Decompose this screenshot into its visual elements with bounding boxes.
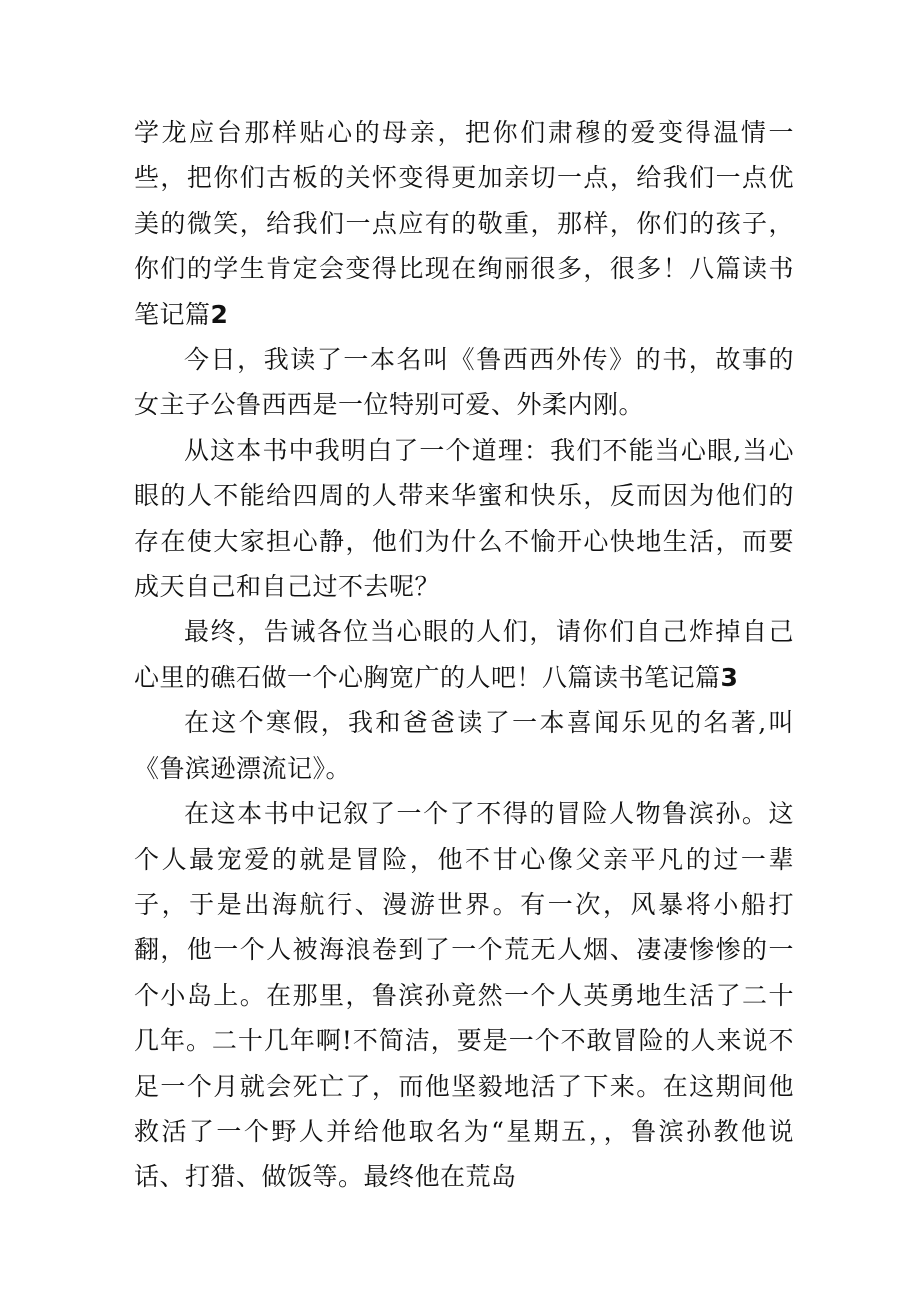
paragraph-text: 在这个寒假，我和爸爸读了一本喜闻乐见的名著,叫《鲁滨逊漂流记》。: [134, 708, 794, 783]
section-heading-text: 八篇读书笔记篇: [542, 662, 721, 692]
paragraph-5: [134, 700, 794, 791]
document-body: [134, 110, 794, 1200]
paragraph-2: [134, 337, 794, 428]
paragraph-6: [134, 791, 794, 1200]
paragraph-3: [134, 428, 794, 610]
paragraph-1: [134, 110, 794, 337]
paragraph-text: 在这本书中记叙了一个了不得的冒险人物鲁滨孙。这个人最宠爱的就是冒险，他不甘心像父亲平凡的过一辈子，于是出海航行、漫游世界。有一次，风暴将小船打翻，他一个人被海浪卷到了一个荒无人烟、凄凄惨惨的一个小岛上。在那里，鲁滨孙竟然一个人英勇地生活了二十几年。二十几年啊!不简洁，要是一个不敢冒险的人来说不足一个月就会死亡了，而他坚毅地活了下来。在这期间他救活了一个野人并给他取名为“星期五，，鲁滨孙教他说话、打猎、做饭等。最终他在荒岛: [134, 799, 794, 1192]
paragraph-text: 今日，我读了一本名叫《鲁西西外传》的书，故事的女主子公鲁西西是一位特别可爱、外柔内刚。: [134, 345, 794, 420]
paragraph-text: 最终，告诫各位当心眼的人们，请你们自己炸掉自己心里的礁石做一个心胸宽广的人吧！: [134, 617, 794, 692]
paragraph-4: [134, 609, 794, 700]
section-heading-number: 2: [210, 299, 229, 329]
paragraph-text: 从这本书中我明白了一个道理：我们不能当心眼,当心眼的人不能给四周的人带来华蜜和快乐，反而因为他们的存在使大家担心静，他们为什么不愉开心快地生活，而要成天自己和自己过不去呢？: [134, 435, 794, 602]
section-heading-3: [542, 663, 738, 692]
section-heading-number: 3: [720, 662, 739, 692]
section-heading-text: 八篇读书笔记篇: [134, 254, 794, 329]
paragraph-text: 学龙应台那样贴心的母亲，把你们肃穆的爱变得温情一些，把你们古板的关怀变得更加亲切一点，给我们一点优美的微笑，给我们一点应有的敬重，那样，你们的孩子，你们的学生肯定会变得比现在绚丽很多，很多！: [134, 118, 794, 284]
